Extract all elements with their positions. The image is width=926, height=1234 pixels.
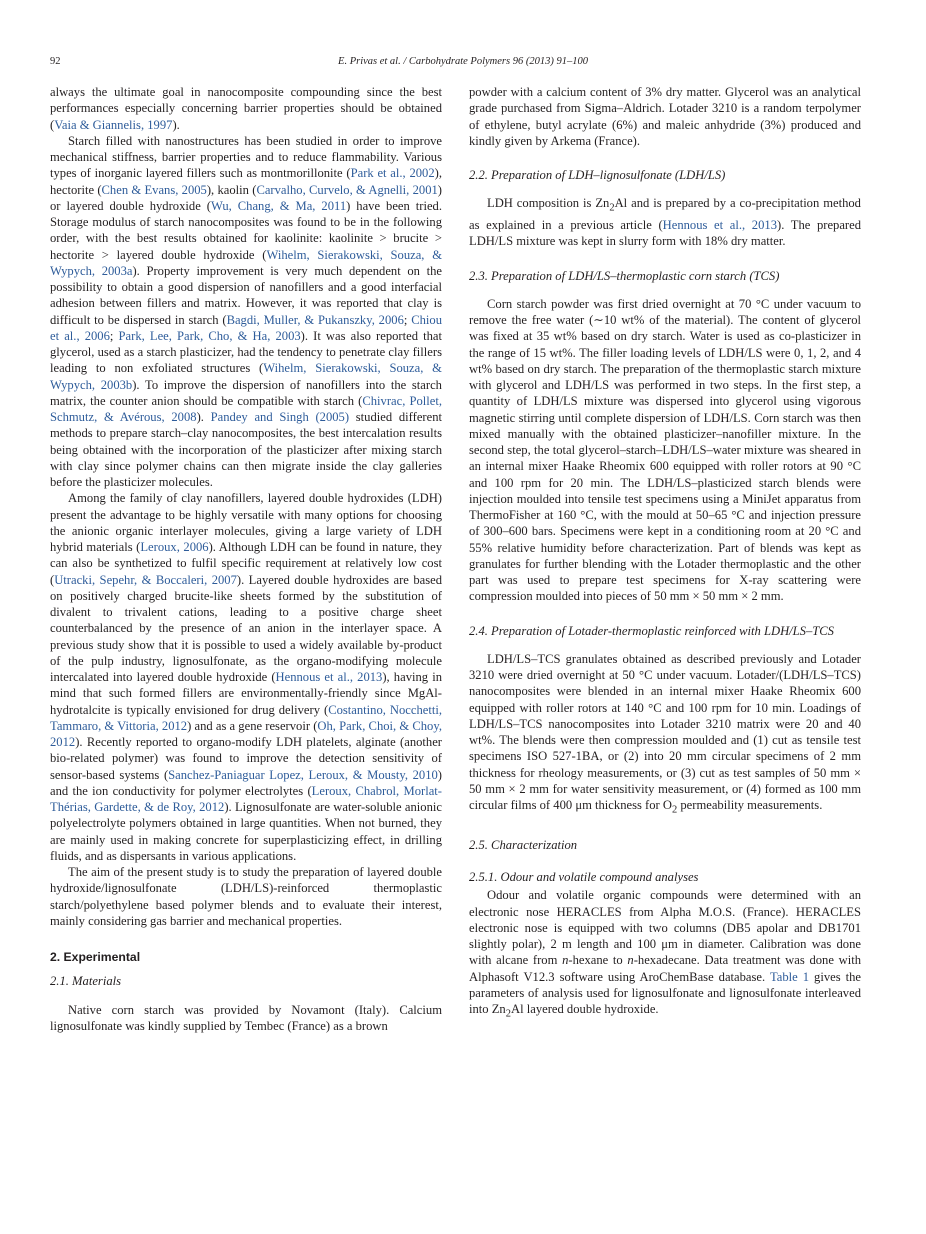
page-number: 92	[50, 56, 61, 67]
paragraph	[50, 84, 442, 133]
subsection-heading: 2.4. Preparation of Lotader-thermoplastic reinforced with LDH/LS–TCS	[469, 623, 834, 638]
text-run: -hexane to	[568, 953, 628, 968]
citation-link[interactable]: Vaia & Giannelis, 1997	[54, 117, 173, 132]
text-run: permeability measurements.	[677, 798, 823, 813]
paragraph: The aim of the present study is to study the preparation of layered double hydroxide/lignosulfonate (LDH/LS)-reinforced thermoplastic starch/polyethylene based polymer blends and to evaluate their interest, mainly considering gas barrier and mechanical properties.	[50, 865, 442, 928]
citation-link[interactable]: Wihelm, Sierakowski, Souza, & Wypych, 2003a	[50, 247, 442, 278]
citation-link[interactable]: Bagdi, Muller, & Pukanszky, 2006	[226, 312, 404, 327]
subscript: 2	[671, 804, 678, 816]
subsection-heading: 2.2. Preparation of LDH–lignosulfonate (LDH/LS)	[469, 168, 726, 182]
text-run: ), hectorite (	[50, 166, 442, 197]
text-run: LDH composition is Zn	[487, 196, 610, 211]
text-run: Al layered double hydroxide.	[510, 1002, 659, 1017]
paragraph: Native corn starch was provided by Novamont (Italy). Calcium lignosulfonate was kindly supplied by Tembec (France) as a brown	[50, 1002, 442, 1033]
citation-link[interactable]: Pandey and Singh (2005)	[210, 410, 350, 424]
subscript: 2	[505, 1008, 511, 1020]
section-heading: 2. Experimental	[50, 950, 141, 964]
text-run: ) or layered double hydroxide (	[50, 182, 442, 213]
text-run: ) and the ion conductivity for polymer electrolytes (	[50, 767, 442, 798]
text-run: ) and as a gene reservoir (	[187, 718, 318, 733]
text-run: ). It was also reported that glycerol, used as a starch plasticizer, had the tendency to penetrate clay fillers leading to non exfoliated structures (	[50, 328, 442, 376]
subsection-heading: 2.3. Preparation of LDH/LS–thermoplastic corn starch (TCS)	[469, 268, 780, 283]
paragraph	[50, 490, 442, 864]
citation-link[interactable]: Leroux, Chabrol, Morlat-Thérias, Gardette, & de Roy, 2012	[50, 783, 442, 814]
italic-text: n	[562, 953, 569, 968]
subsection-heading: 2.5. Characterization	[469, 837, 578, 852]
citation-link[interactable]: Sanchez-Paniaguar Lopez, Leroux, & Mousty, 2010	[168, 767, 438, 782]
paragraph	[50, 133, 442, 491]
text-run: ), kaolin (	[206, 182, 257, 197]
text-run: -hexadecane. Data treatment was done with Alphasoft V12.3 software using AroChemBase database.	[469, 953, 861, 984]
text-run: ). To improve the dispersion of nanofillers into the starch matrix, the counter anion should be compatible with starch (	[50, 377, 442, 408]
right-column	[469, 84, 861, 1023]
text-run: ;	[403, 312, 412, 327]
citation-link[interactable]: Park et al., 2002	[350, 166, 435, 181]
citation-link[interactable]: Chivrac, Pollet, Schmutz, & Avérous, 2008	[50, 393, 442, 424]
running-header: E. Privas et al. / Carbohydrate Polymers 96 (2013) 91–100	[338, 56, 588, 67]
text-run: ;	[109, 328, 119, 343]
paragraph	[469, 195, 861, 249]
citation-link[interactable]: Oh, Park, Choi, & Choy, 2012	[50, 718, 442, 749]
paragraph: Corn starch powder was first dried overnight at 70 °C under vacuum to remove the free water (∼10 wt% of the material). The content of glycerol was fixed at 35 wt% based on dry starch. Water is used as co-plasticizer in the range of 15 wt%. The filler loading levels of LDH/LS were 0, 1, 2, and 4 wt% based on dry starch. The preparation of the thermoplastic starch mixture with glycerol and LDH/LS was performed in two steps. In the first step, a quantity of LDH/LS mixture was dispersed into glycerol using vigorous magnetic stirring until complete dispersion of LDH/LS. Corn starch was then mixed manually with the obtained plasticizer–nanofiller mixture. In the second step, the total glycerol–starch–LDH/LS–water mixture was sheared in an internal mixer Haake Rheomix 600 equipped with roller rotors at 90 °C and 100 rpm for 20 min. The LDH/LS–plasticized starch blends were injection moulded into tensile test specimens using a MiniJet apparatus from ThermoFisher at 160 °C, with the mould at 50–65 °C and injection pressure of 300–600 bars. Specimens were kept in a conditioning room at 20 °C and 55% relative humidity before characterization. Part of blends was kept as granulates for further blending with the Lotader thermoplastic and the other part was used to prepare test specimens for X-ray scattering were compression moulded into pieces of 50 mm × 50 mm × 2 mm.	[469, 296, 861, 604]
citation-link[interactable]: Leroux, 2006	[140, 540, 209, 554]
citation-link[interactable]: Table 1	[769, 969, 810, 984]
paragraph: powder with a calcium content of 3% dry matter. Glycerol was an analytical grade purchased from Sigma–Aldrich. Lotader 3210 is a random terpolymer of ethylene, butyl acrylate (6%) and maleic anhydride (3%) produced and kindly given by Arkema (France).	[469, 85, 861, 148]
italic-text: n	[627, 953, 634, 968]
citation-link[interactable]: Chiou et al., 2006	[50, 312, 442, 343]
text-run: Al and is prepared by a co-precipitation method as explained in a previous article (	[469, 196, 861, 233]
citation-link[interactable]: Wihelm, Sierakowski, Souza, & Wypych, 2003b	[50, 361, 442, 392]
citation-link[interactable]: Utracki, Sepehr, & Boccaleri, 2007	[54, 572, 237, 587]
text-run: ).	[172, 117, 180, 132]
left-column	[50, 84, 442, 1034]
citation-link[interactable]: Carvalho, Curvelo, & Agnelli, 2001	[256, 182, 438, 197]
citation-link[interactable]: Hennous et al., 2013	[662, 218, 777, 233]
subsubsection-heading: 2.5.1. Odour and volatile compound analyses	[469, 870, 699, 885]
subsection-heading: 2.1. Materials	[50, 974, 122, 989]
text-run: ). Recently reported to organo-modify LDH platelets, alginate (another bio-related polymer) was found to improve the detection sensitivity of sensor-based systems (	[50, 735, 442, 782]
text-run: ) have been tried. Storage modulus of starch nanocomposites was found to be in the following order, with the best results obtained for kaolinite: kaolinite > brucite > hectorite > layered double hydroxide (	[50, 198, 442, 262]
paragraph	[469, 887, 861, 1023]
text-run: ). Property improvement is very much dependent on the possibility to obtain a good dispersion of nanofillers and a good interfacial adhesion between fillers and matrix. However, it was reported that clay is difficult to be dispersed in starch (	[50, 263, 442, 327]
text-run: Among the family of clay nanofillers, layered double hydroxides (LDH) present the advantage to be highly versatile with many options for choosing the anionic organic interlayer molecules, giving a large variety of LDH hybrid materials (	[50, 491, 442, 554]
citation-link[interactable]: Wu, Chang, & Ma, 2011	[210, 198, 347, 213]
citation-link[interactable]: Park, Lee, Park, Cho, & Ha, 2003	[118, 328, 301, 343]
paragraph	[469, 651, 861, 819]
text-run: ). Lignosulfonate are water-soluble anionic polyelectrolyte polymers obtained in large quantities. When not burned, they are mainly used in making concrete for superplasticizing effect, in drilling fluids, and as dispersants in various applications.	[50, 800, 442, 863]
text-run: Odour and volatile organic compounds were determined with an electronic nose HERACLES from Alpha M.O.S. (France). HERACLES electronic nose is equipped with two columns (DB5 apolar and DB1701 slightly polar), 2 m length and 100 μm in diameter. Calibration was done with alcane from	[469, 888, 861, 968]
text-run: ).	[196, 410, 211, 424]
citation-link[interactable]: Hennous et al., 2013	[275, 670, 383, 684]
text-run: ). The prepared LDH/LS mixture was kept in slurry form with 18% dry matter.	[469, 218, 862, 249]
text-run: always the ultimate goal in nanocomposite compounding since the best performances especially concerning barrier properties should be obtained (	[50, 85, 442, 132]
text-run: studied different methods to prepare starch–clay nanocomposites, the best intercalation results being obtained with the incorporation of the plasticizer after mixing starch with clay since polymer chains can then migrate inside the clay galleries before the plasticizer molecules.	[50, 410, 442, 489]
text-run: Starch filled with nanostructures has been studied in order to improve mechanical stiffness, barrier properties and to reduce flammability. Various types of inorganic layered fillers such as montmorillonite (	[50, 133, 442, 181]
text-run: ). Layered double hydroxides are based on positively charged brucite-like sheets formed by the substitution of divalent to trivalent cations, leading to a positive charge sheet counterbalanced by the presence of an anion in the interlayer space. A previous study show that it is possible to used a widely available by-product of the pulp industry, lignosulfonate, as the organo-modifying molecule intercalated into layered double hydroxide (	[50, 572, 442, 684]
text-run: LDH/LS–TCS granulates obtained as described previously and Lotader 3210 were dried overnight at 50 °C under vacuum. Lotader/(LDH/LS–TCS) nanocomposites were blended in an internal mixer Haake Rheomix 600 equipped with roller rotors at 140 °C and 100 rpm for 10 min. Loadings of LDH/LS–TCS nanocomposites into Lotader 3210 matrix were 20 and 40 wt%. The blends were then compression moulded and (1) cut as tensile test specimens ISO 527-1BA, or (2) into 20 mm circular specimens of 2 mm thickness for rheology measurements, or (3) cut as test samples of 50 mm × 50 mm × 2 mm for water sensitivity measurement, or (4) formed as 100 mm circular films of 400 μm thickness for O	[469, 651, 861, 813]
citation-link[interactable]: Costantino, Nocchetti, Tammaro, & Vittoria, 2012	[50, 702, 442, 733]
text-run: ), having in mind that such formed fillers are environmentally-friendly since MgAl-hydrotalcite is typically envisioned for drug delivery (	[50, 670, 443, 717]
text-run: ). Although LDH can be found in nature, they can also be synthetized to fulfil specific requirement at relatively low cost (	[50, 540, 442, 587]
subscript: 2	[609, 202, 615, 214]
citation-link[interactable]: Chen & Evans, 2005	[101, 182, 207, 197]
text-run: gives the parameters of analysis used for lignosulfonate and lignosulfonate interleaved into Zn	[469, 969, 861, 1017]
